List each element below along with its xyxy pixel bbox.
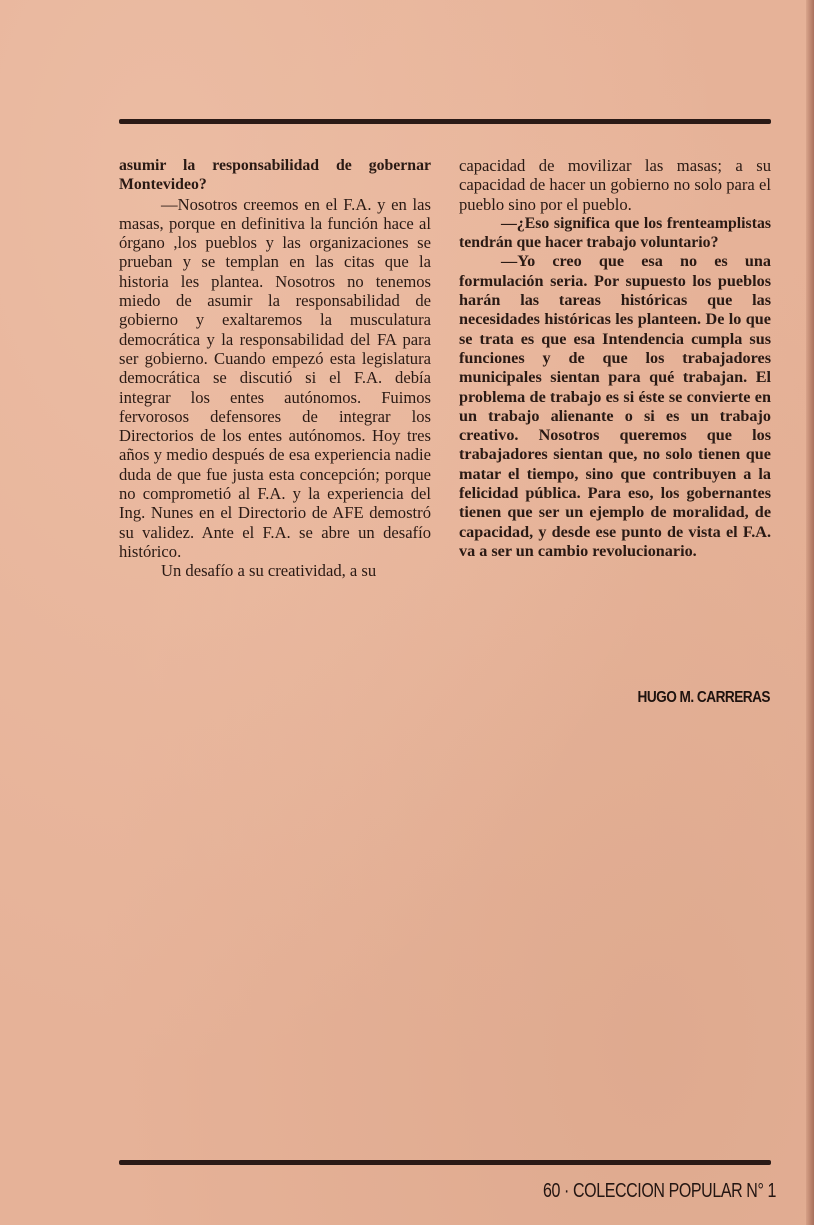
top-rule xyxy=(119,119,771,124)
answer-paragraph: —Yo creo que esa no es una formulación seria. Por supuesto los pueblos harán las tareas históricas que las necesidades históricas les planteen. De lo que se trata es que esa Intendencia cumpla sus funciones y de que los trabajadores municipales sientan para qué trabajan. El problema de trabajo es si éste se convierte en un trabajo alienante o si es un trabajo creativo. Nosotros queremos que los trabajadores sientan que, no solo tienen que matar el tiempo, sino que contribuyen a la felicidad pública. Para eso, los gobernantes tienen que ser un ejemplo de moralidad, de capacidad, y desde ese punto de vista el F.A. va a ser un cambio revolucionario. xyxy=(459,252,771,560)
author-signature: HUGO M. CARRERAS xyxy=(637,689,770,706)
question-paragraph: —¿Eso significa que los frenteamplistas tendrán que hacer trabajo voluntario? xyxy=(459,214,771,252)
answer-paragraph: capacidad de movilizar las masas; a su capacidad de hacer un gobierno no solo para el pueblo sino por el pueblo. xyxy=(459,156,771,214)
question-paragraph: asumir la responsabilidad de gobernar Montevideo? xyxy=(119,157,431,194)
page-edge-shadow xyxy=(806,0,814,1225)
left-column xyxy=(119,156,431,581)
answer-paragraph: Un desafío a su creatividad, a su xyxy=(161,561,377,581)
answer-paragraph: —Nosotros creemos en el F.A. y en las masas, porque en definitiva la función hace al órgano ,los pueblos y las organizaciones se prueban y se templan en las citas que la historia les plantea. Nosotros no tenemos miedo de asumir la responsabilidad de gobierno y exaltaremos la musculatura democrática y la responsabilidad del FA para ser gobierno. Cuando empezó esta legislatura democrática se discutió si el F.A. debía integrar los entes autónomos. Fuimos fervorosos defensores de integrar los Directorios de los entes autónomos. Hoy tres años y medio después de esa experiencia nadie duda de que fue justa esta concepción; porque no comprometió al F.A. y la experiencia del Ing. Nunes en el Directorio de AFE demostró su validez. Ante el F.A. se abre un desafío histórico. xyxy=(119,194,431,561)
page-footer: 60 · COLECCION POPULAR N° 1 xyxy=(543,1180,776,1202)
bottom-rule xyxy=(119,1160,771,1165)
right-column xyxy=(459,156,771,561)
